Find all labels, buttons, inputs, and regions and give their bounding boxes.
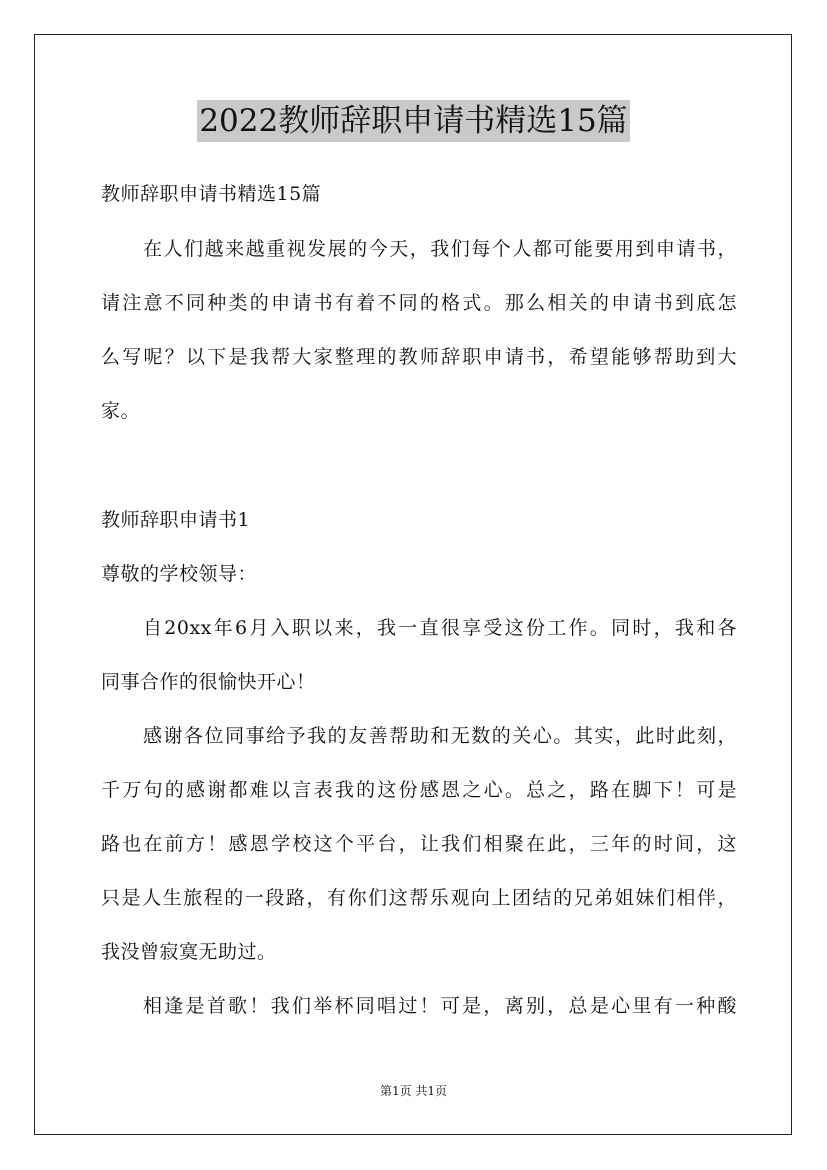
document-title: 2022教师辞职申请书精选15篇 (197, 100, 629, 142)
title-container (0, 100, 827, 142)
page-number-footer: 第1页 共1页 (379, 1084, 448, 1098)
paragraph-line: 感谢各位同事给予我的友善帮助和无数的关心。其实，此时此刻， (143, 725, 737, 747)
paragraph-line: 千万句的感谢都难以言表我的这份感恩之心。总之，路在脚下！可是 (101, 779, 737, 801)
intro-line: 家。 (101, 400, 141, 422)
document-subtitle: 教师辞职申请书精选15篇 (101, 183, 322, 205)
paragraph-line: 只是人生旅程的一段路，有你们这帮乐观向上团结的兄弟姐妹们相伴， (101, 887, 737, 909)
intro-line: 请注意不同种类的申请书有着不同的格式。那么相关的申请书到底怎 (101, 292, 737, 314)
salutation: 尊敬的学校领导： (101, 563, 258, 585)
paragraph-line: 相逢是首歌！我们举杯同唱过！可是，离别，总是心里有一种酸 (143, 995, 737, 1017)
intro-line: 么写呢？以下是我帮大家整理的教师辞职申请书，希望能够帮助到大 (101, 346, 737, 368)
paragraph-line: 路也在前方！感恩学校这个平台，让我们相聚在此，三年的时间，这 (101, 833, 737, 855)
paragraph-line: 自20xx年6月入职以来，我一直很享受这份工作。同时，我和各 (143, 617, 737, 639)
paragraph-line: 我没曾寂寞无助过。 (101, 941, 277, 963)
paragraph-line: 同事合作的很愉快开心！ (101, 671, 316, 693)
section-heading: 教师辞职申请书1 (101, 509, 251, 531)
intro-line: 在人们越来越重视发展的今天，我们每个人都可能要用到申请书， (143, 238, 737, 260)
